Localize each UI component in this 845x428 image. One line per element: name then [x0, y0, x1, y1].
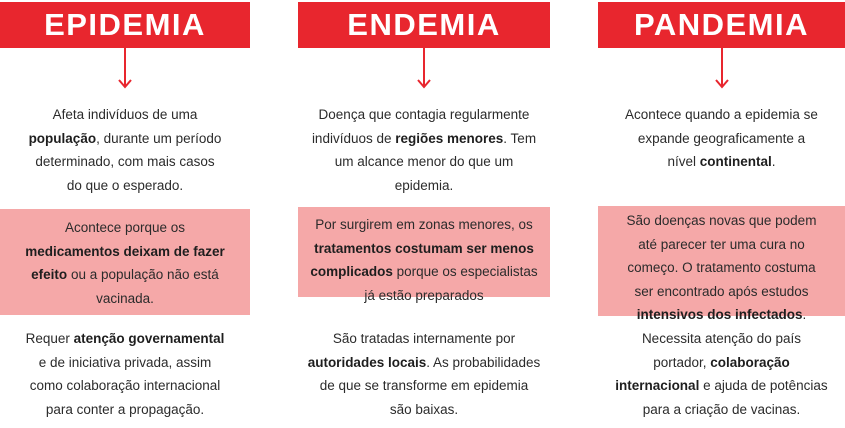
emphasis-text: intensivos dos infectados — [636, 307, 803, 322]
cause-box-endemia — [298, 207, 550, 303]
description-epidemia — [0, 103, 250, 197]
emphasis-text: colaboração — [710, 354, 790, 370]
text-line: internacional e ajuda de potências — [615, 378, 828, 393]
text-line: começo. O tratamento costuma — [627, 260, 816, 275]
text-line: Acontece quando a epidemia se — [625, 107, 818, 122]
header-endemia: ENDEMIA — [298, 2, 550, 48]
text-line: indivíduos de regiões menores. Tem — [311, 130, 537, 146]
header-pandemia: PANDEMIA — [598, 2, 845, 48]
arrow-down-icon — [715, 48, 729, 90]
text-line: até parecer ter uma cura no — [638, 236, 805, 252]
text-line: Doença que contagia regularmente — [318, 107, 530, 122]
emphasis-text: autoridades locais — [307, 354, 427, 370]
text-line: nível continental. — [667, 154, 776, 169]
emphasis-text: tratamentos costumam ser menos — [314, 240, 534, 256]
cause-box-epidemia — [0, 209, 250, 315]
text-line: determinado, com mais casos — [35, 154, 215, 169]
text-line: são baixas. — [389, 401, 459, 417]
cause-text-endemia — [298, 213, 550, 307]
arrow-down-icon — [118, 48, 132, 90]
text-line: efeito ou a população não está — [31, 267, 219, 282]
text-line: já estão preparados — [364, 287, 484, 303]
response-pandemia — [598, 327, 845, 421]
text-line: para conter a propagação. — [45, 401, 205, 417]
emphasis-text: atenção governamental — [73, 331, 225, 346]
text-line: São doenças novas que podem — [626, 213, 817, 228]
column-pandemia — [598, 0, 845, 428]
emphasis-text: regiões menores — [395, 130, 504, 146]
emphasis-text: efeito — [31, 267, 68, 282]
text-line: Acontece porque os — [64, 220, 186, 235]
emphasis-text: continental — [699, 154, 772, 169]
text-line: vacinada. — [96, 290, 154, 306]
text-line: Por surgirem em zonas menores, os — [315, 217, 533, 232]
text-line: população, durante um período — [28, 130, 222, 146]
text-line: epidemia. — [394, 177, 454, 193]
cause-box-pandemia — [598, 206, 845, 322]
text-line: de que se transforme em epidemia — [319, 378, 529, 393]
text-line: complicados porque os especialistas — [310, 264, 538, 279]
response-epidemia — [0, 327, 250, 421]
description-endemia — [298, 103, 550, 197]
text-line: como colaboração internacional — [29, 378, 221, 393]
emphasis-text: medicamentos deixam de fazer — [25, 243, 225, 259]
text-line — [6, 240, 244, 264]
text-line: São tratadas internamente por — [332, 331, 516, 346]
emphasis-text: complicados — [310, 264, 393, 279]
text-line: Afeta indivíduos de uma — [52, 107, 198, 122]
text-line: autoridades locais. As probabilidades — [307, 354, 541, 370]
text-line: portador, colaboração — [653, 354, 790, 370]
text-line: para a criação de vacinas. — [642, 401, 801, 417]
column-endemia — [298, 0, 550, 428]
text-line: do que o esperado. — [66, 177, 184, 193]
column-epidemia — [0, 0, 250, 428]
text-line: um alcance menor do que um — [334, 154, 514, 169]
response-endemia — [298, 327, 550, 421]
text-line: intensivos dos infectados. — [636, 307, 807, 322]
text-line: e de iniciativa privada, assim — [38, 354, 212, 370]
emphasis-text: internacional — [615, 378, 700, 393]
header-epidemia: EPIDEMIA — [0, 2, 250, 48]
emphasis-text: população — [28, 130, 97, 146]
text-line: Necessita atenção do país — [641, 331, 802, 346]
text-line — [304, 237, 544, 261]
text-line: ser encontrado após estudos — [634, 283, 809, 299]
cause-text-epidemia — [0, 216, 250, 310]
cause-text-pandemia — [598, 209, 845, 327]
arrow-down-icon — [417, 48, 431, 90]
description-pandemia — [598, 103, 845, 174]
text-line: expande geograficamente a — [637, 130, 806, 146]
text-line: Requer atenção governamental — [25, 331, 225, 346]
